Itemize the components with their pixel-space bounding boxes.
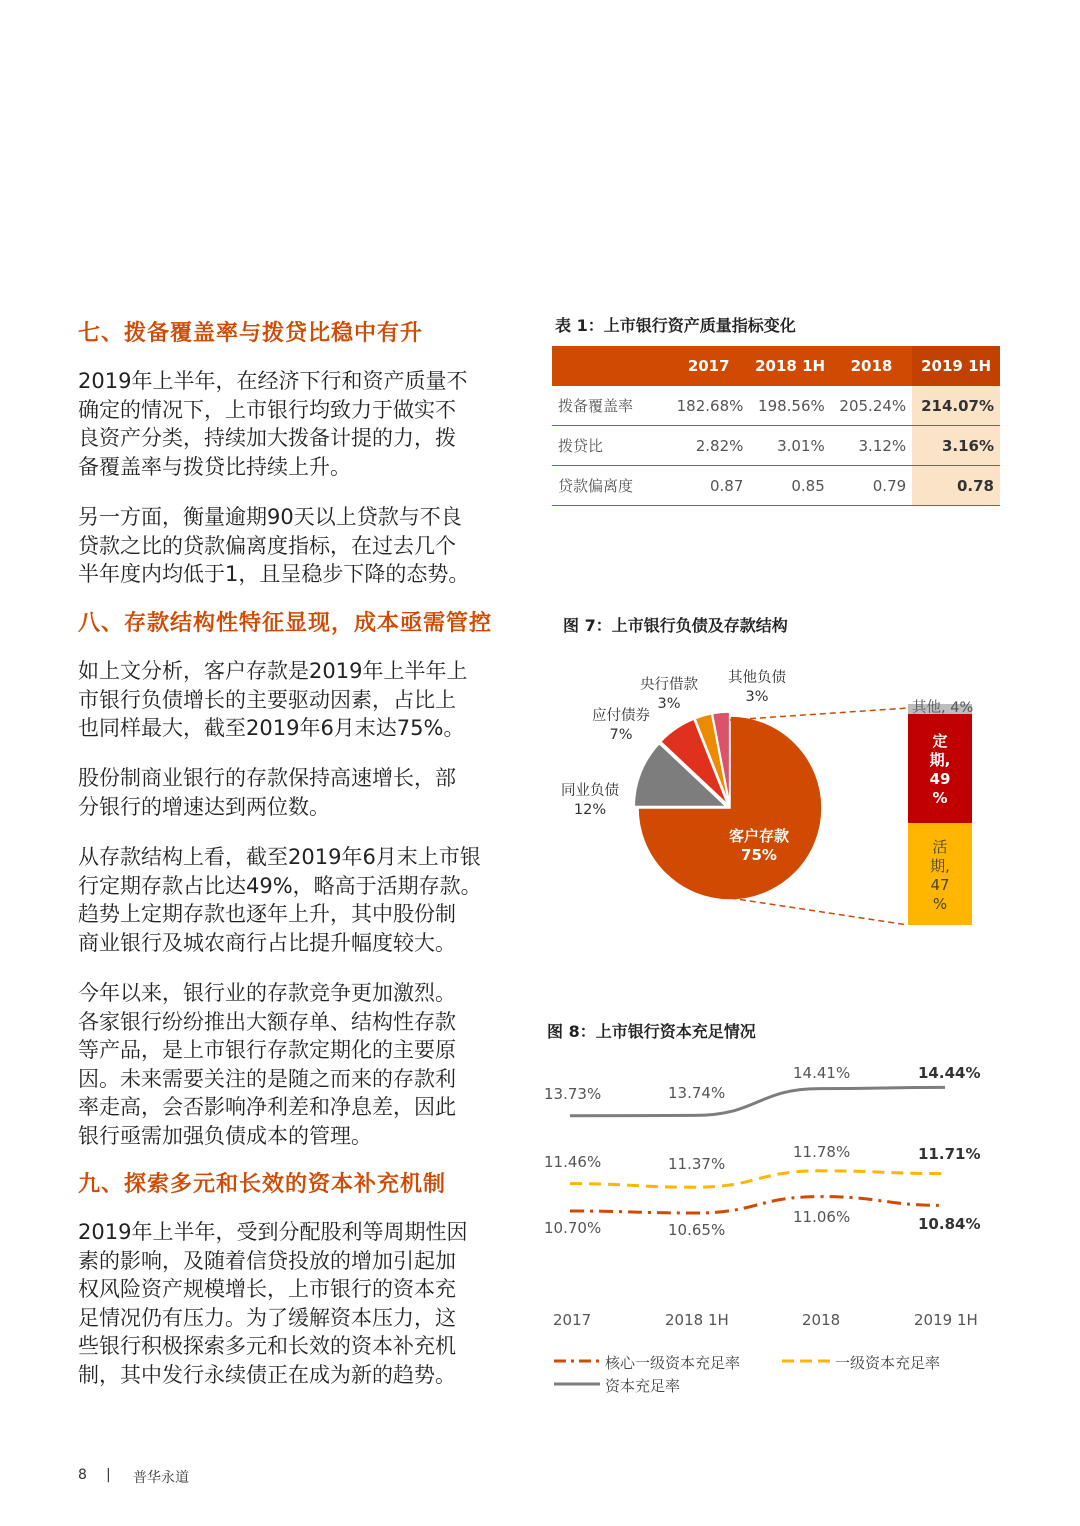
table-cell: 0.78: [912, 466, 1000, 506]
table-cell: 2.82%: [668, 426, 749, 466]
data-label: 13.74%: [668, 1084, 726, 1102]
table-cell: 214.07%: [912, 386, 1000, 426]
pie-label-central-bank: 央行借款 3%: [640, 677, 698, 712]
bar-label-other: 其他, 4%: [912, 700, 974, 716]
table-header-row: [552, 346, 1000, 386]
table-cell: 198.56%: [749, 386, 830, 426]
table-row: [552, 466, 1000, 506]
table-cell: 3.12%: [831, 426, 912, 466]
table-cell: 3.16%: [912, 426, 1000, 466]
data-label: 11.46%: [544, 1153, 602, 1171]
table-header-cell: [552, 346, 668, 386]
paragraph: 另一方面，衡量逾期90天以上贷款与不良 贷款之比的贷款偏离度指标，在过去几个 半年度内均低于1，且呈稳步下降的态势。: [78, 505, 470, 586]
x-tick-label: 2017: [553, 1311, 592, 1329]
paragraph: 2019年上半年，受到分配股利等周期性因 素的影响，及随着信贷投放的增加引起加 权风险资产规模增长，上市银行的资本充 足情况仍有压力。为了缓解资本压力，这 些银行积极探索多元和长效的资本补充机 制，其中发行永续债正在成为新的趋势。: [78, 1220, 468, 1387]
paragraph: 2019年上半年，在经济下行和资产质量不 确定的情况下，上市银行均致力于做实不 良资产分类，持续加大拨备计提的力，拨 备覆盖率与拨贷比持续上升。: [78, 369, 468, 479]
data-label: 14.41%: [793, 1064, 851, 1082]
pie-label-bonds-payable: 应付债券 7%: [592, 708, 650, 743]
data-label: 11.71%: [918, 1145, 981, 1163]
series-line-core-tier1-ratio: [570, 1197, 945, 1213]
table-header-cell: 2019 1H: [912, 346, 1000, 386]
footer-separator: |: [106, 1467, 111, 1483]
table-caption: 表 1：上市银行资产质量指标变化: [555, 316, 796, 335]
data-label: 10.65%: [668, 1221, 726, 1239]
table-cell: 0.79: [831, 466, 912, 506]
data-label: 13.73%: [544, 1085, 602, 1103]
asset-quality-table: [552, 346, 1000, 506]
table-row: [552, 386, 1000, 426]
connector-line: [730, 708, 908, 720]
x-tick-label: 2018 1H: [665, 1311, 729, 1329]
table-cell: 182.68%: [668, 386, 749, 426]
footer-brand: 普华永道: [133, 1470, 189, 1486]
table-row: [552, 426, 1000, 466]
bar-label-fixed: 定 期, 49 %: [929, 732, 951, 807]
data-label: 10.70%: [544, 1219, 602, 1237]
heading-section-8: 八、存款结构性特征显现，成本亟需管控: [78, 611, 493, 636]
data-label: 14.44%: [918, 1064, 981, 1082]
table-cell: 拨备覆盖率: [552, 386, 668, 426]
data-label: 11.06%: [793, 1208, 851, 1226]
table-cell: 0.85: [749, 466, 830, 506]
heading-section-7: 七、拨备覆盖率与拨贷比稳中有升: [78, 321, 424, 346]
paragraph: 如上文分析，客户存款是2019年上半年上 市银行负债增长的主要驱动因素，占比上 也同样最大，截至2019年6月末达75%。: [78, 659, 468, 740]
x-tick-label: 2019 1H: [914, 1311, 978, 1329]
series-line-capital-ratio: [570, 1087, 945, 1115]
figure-caption: 图 7：上市银行负债及存款结构: [563, 616, 788, 635]
series-line-tier1-ratio: [570, 1171, 945, 1187]
pie-label-interbank: 同业负债 12%: [561, 783, 619, 818]
table-cell: 3.01%: [749, 426, 830, 466]
pie-label-other-liabilities: 其他负债 3%: [728, 670, 786, 705]
paragraph: 今年以来，银行业的存款竞争更加激烈。 各家银行纷纷推出大额存单、结构性存款 等产品，是上市银行存款定期化的主要原 因。未来需要关注的是随之而来的存款利 率走高，会否影响净利差和净息差，因此 银行亟需加强负债成本的管理。: [78, 981, 456, 1148]
data-label: 10.84%: [918, 1215, 981, 1233]
connector-line: [730, 898, 908, 925]
table-header-cell: 2018: [831, 346, 912, 386]
page-number: 8: [78, 1467, 87, 1483]
legend-label-tier1: 一级资本充足率: [835, 1354, 941, 1372]
data-label: 11.37%: [668, 1155, 726, 1173]
legend-label-capital: 资本充足率: [605, 1377, 681, 1395]
paragraph: 从存款结构上看，截至2019年6月末上市银 行定期存款占比达49%，略高于活期存款。 趋势上定期存款也逐年上升，其中股份制 商业银行及城农商行占比提升幅度较大。: [78, 845, 482, 955]
paragraph: 股份制商业银行的存款保持高速增长，部 分银行的增速达到两位数。: [78, 766, 456, 819]
table-header-cell: 2017: [668, 346, 749, 386]
table-cell: 0.87: [668, 466, 749, 506]
table-cell: 205.24%: [831, 386, 912, 426]
figure-caption: 图 8：上市银行资本充足情况: [547, 1022, 756, 1041]
table-cell: 贷款偏离度: [552, 466, 668, 506]
x-tick-label: 2018: [802, 1311, 841, 1329]
table-cell: 拨贷比: [552, 426, 668, 466]
table-header-cell: 2018 1H: [749, 346, 830, 386]
data-label: 11.78%: [793, 1143, 851, 1161]
pie-label-customer-deposits: 客户存款 75%: [729, 827, 790, 864]
legend-label-core-tier1: 核心一级资本充足率: [605, 1354, 741, 1372]
bar-label-demand: 活 期, 47 %: [930, 838, 950, 913]
heading-section-9: 九、探索多元和长效的资本补充机制: [78, 1172, 447, 1197]
